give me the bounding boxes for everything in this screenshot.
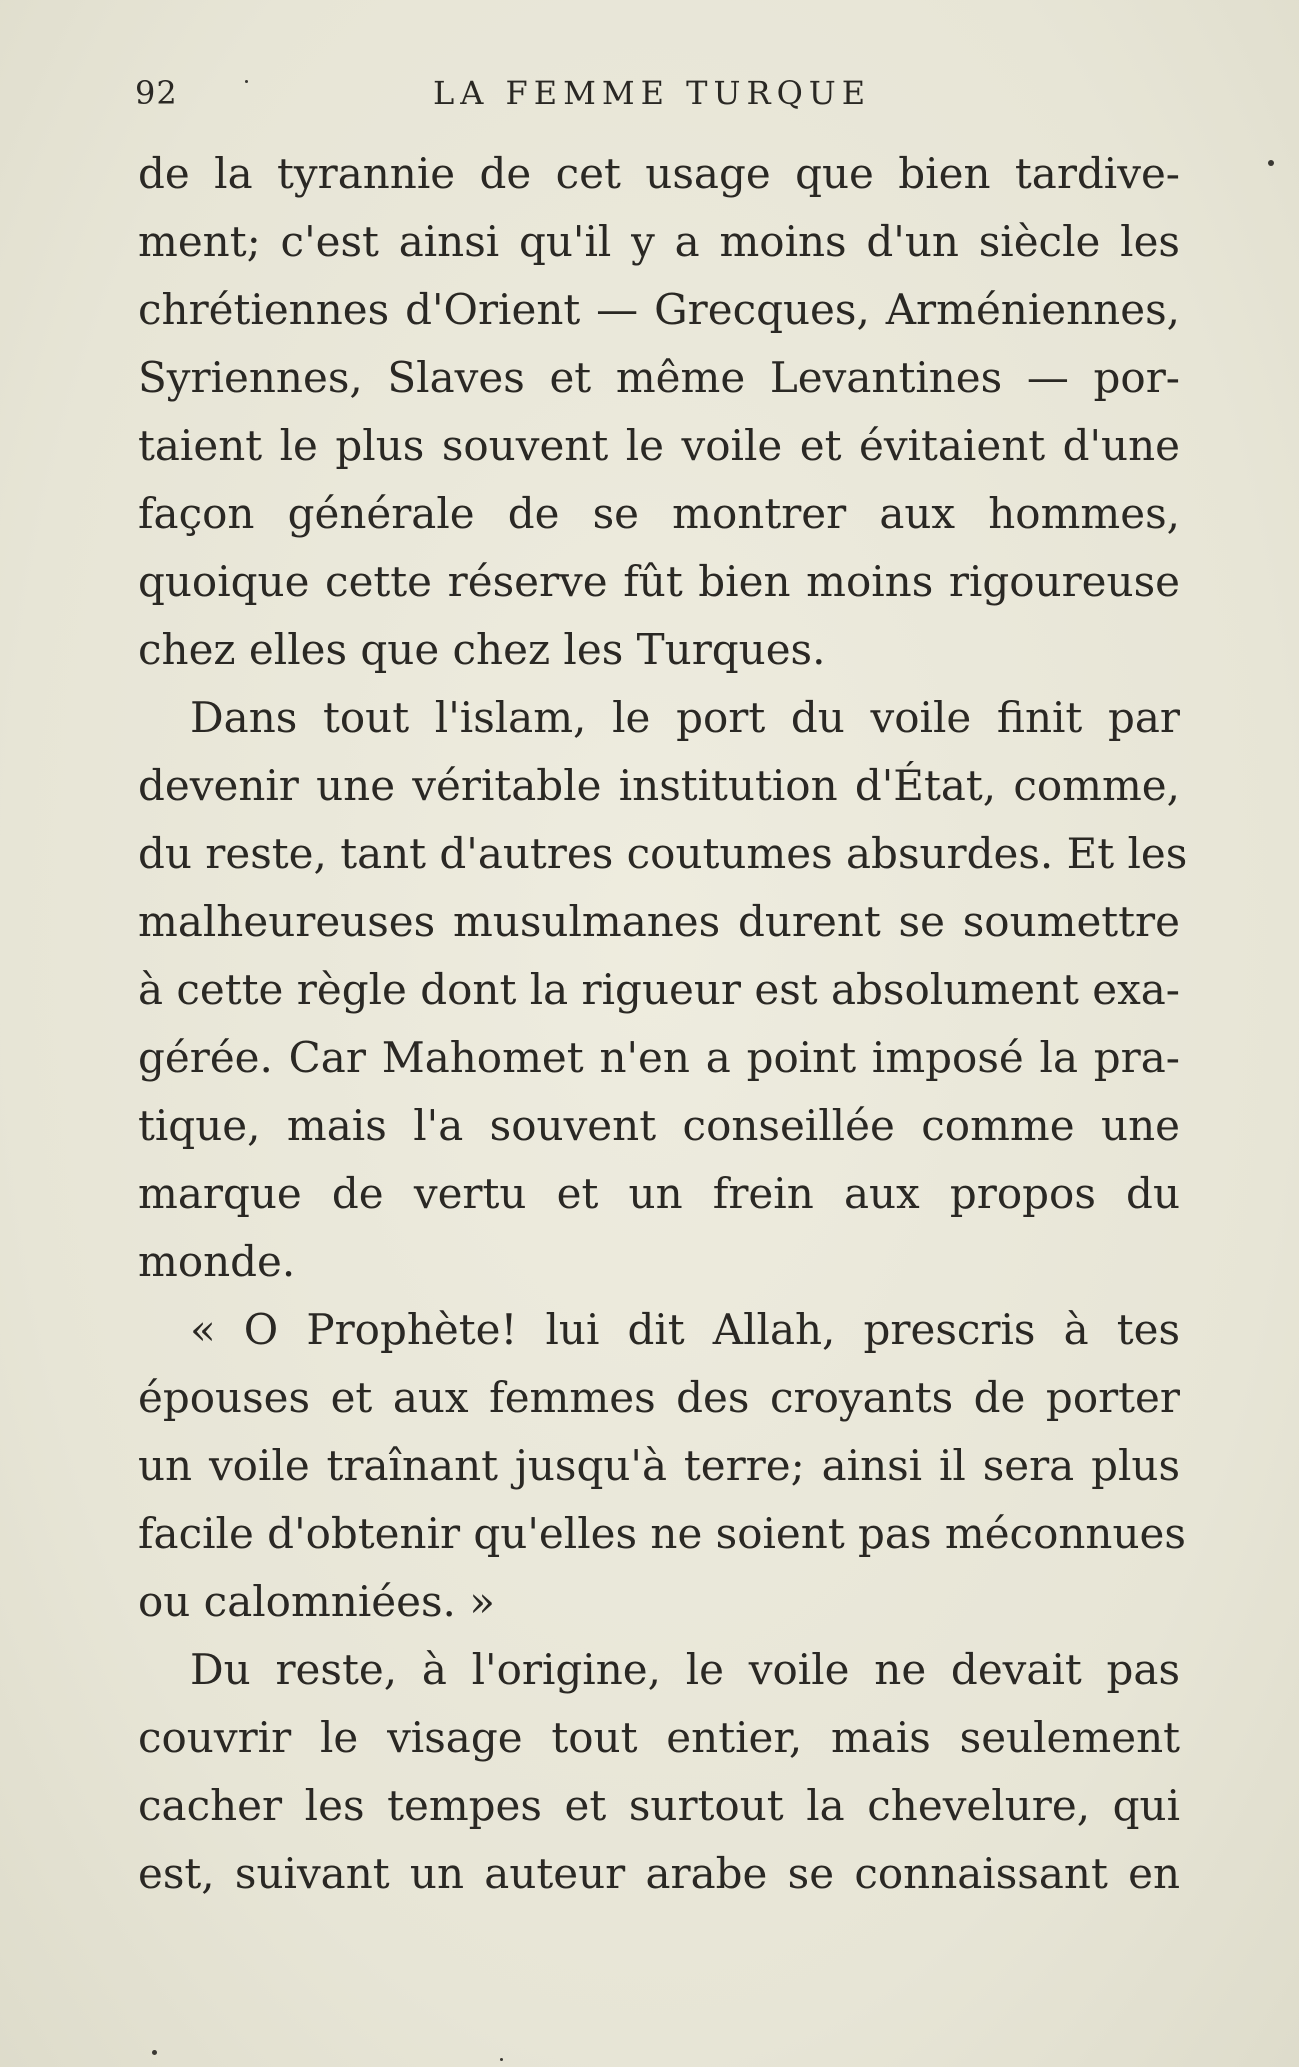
text-line: taient le plus souvent le voile et évitaient d'une — [138, 421, 1180, 470]
text-line: ment; c'est ainsi qu'il y a moins d'un siècle les — [138, 217, 1180, 266]
text-line: chez elles que chez les Turques. — [138, 625, 826, 674]
text-line: Dans tout l'islam, le port du voile finit par — [190, 693, 1180, 742]
body-text — [138, 140, 1188, 1908]
text-line: à cette règle dont la rigueur est absolument exa- — [138, 965, 1180, 1014]
text-line: tique, mais l'a souvent conseillée comme une — [138, 1101, 1180, 1150]
page-header — [135, 74, 1135, 118]
running-title: LA FEMME TURQUE — [433, 74, 872, 112]
text-line: malheureuses musulmanes durent se soumettre — [138, 897, 1180, 946]
text-line: devenir une véritable institution d'État, comme, — [138, 761, 1180, 810]
text-line: couvrir le visage tout entier, mais seulement — [138, 1713, 1180, 1762]
text-line: façon générale de se montrer aux hommes, — [138, 489, 1180, 538]
text-line: de la tyrannie de cet usage que bien tardive- — [138, 149, 1180, 198]
paper-speck — [1268, 160, 1274, 166]
text-line: gérée. Car Mahomet n'en a point imposé la pra- — [138, 1033, 1180, 1082]
text-line: épouses et aux femmes des croyants de porter — [138, 1373, 1180, 1422]
text-line: chrétiennes d'Orient — Grecques, Arméniennes, — [138, 285, 1180, 334]
paper-speck — [152, 2050, 157, 2055]
text-line: Syriennes, Slaves et même Levantines — por- — [138, 353, 1180, 402]
text-line: est, suivant un auteur arabe se connaissant en — [138, 1849, 1180, 1898]
text-line: « O Prophète! lui dit Allah, prescris à tes — [190, 1305, 1180, 1354]
text-line: monde. — [138, 1237, 296, 1286]
paper-speck — [245, 80, 248, 83]
text-line: Du reste, à l'origine, le voile ne devait pas — [190, 1645, 1180, 1694]
text-line: un voile traînant jusqu'à terre; ainsi il sera plus — [138, 1441, 1180, 1490]
text-line: facile d'obtenir qu'elles ne soient pas méconnues — [138, 1509, 1186, 1558]
page-number: 92 — [135, 74, 178, 112]
text-line: du reste, tant d'autres coutumes absurdes. Et les — [138, 829, 1188, 878]
paper-speck — [500, 2058, 503, 2061]
text-line: marque de vertu et un frein aux propos du — [138, 1169, 1180, 1218]
text-line: cacher les tempes et surtout la chevelure, qui — [138, 1781, 1180, 1830]
text-line: ou calomniées. » — [138, 1577, 495, 1626]
text-line: quoique cette réserve fût bien moins rigoureuse — [138, 557, 1180, 606]
